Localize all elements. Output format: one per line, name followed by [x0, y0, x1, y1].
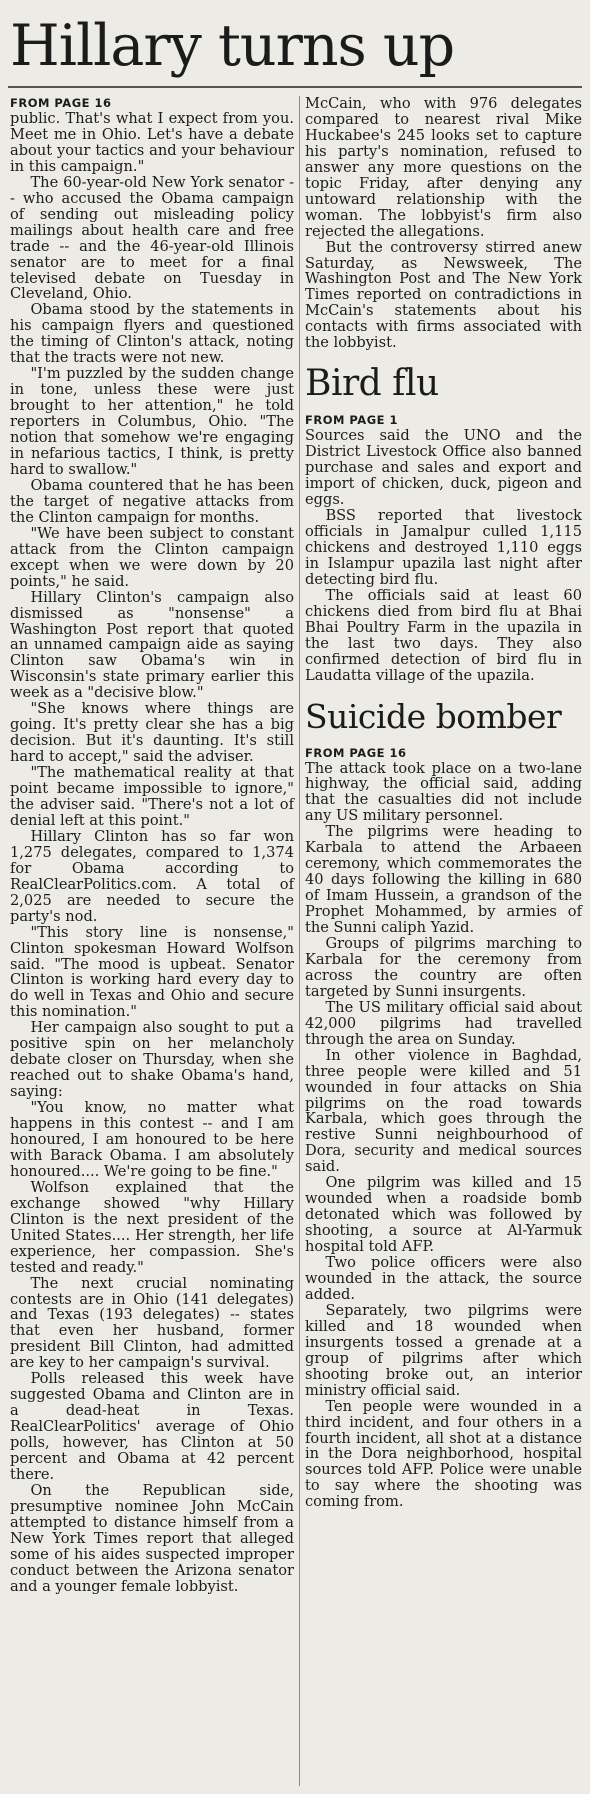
hillary-paragraph: McCain, who with 976 delegates compared to nearest rival Mike Huckabee's 245 looks set to capture his party's nomination, refused to answer any more questions on the topic Friday, after denying any untoward relationship with the woman. The lobbyist's firm also rejected the allegations.: [305, 95, 582, 240]
hillary-paragraph: Wolfson explained that the exchange showed "why Hillary Clinton is the next president of the United States.... Her strength, her life experience, her compassion. She's tested and ready.": [10, 1178, 294, 1276]
suicide-bomber-paragraph: Ten people were wounded in a third incident, and four others in a fourth incident, all shot at a distance in the Dora neighborhood, hospital sources told AFP. Police were unable to say where the shooting was coming from.: [305, 1397, 582, 1511]
suicide-bomber-paragraph: Two police officers were also wounded in the attack, the source added.: [305, 1254, 582, 1303]
column-right: [305, 96, 582, 1510]
suicide-bomber-paragraph: The US military official said about 42,000 pilgrims had travelled through the area on Sunday.: [305, 998, 582, 1048]
column-divider: [299, 96, 300, 1786]
hillary-paragraph: "This story line is nonsense," Clinton spokesman Howard Wolfson said. "The mood is upbeat. Senator Clinton is working hard every day to do well in Texas and Ohio and secure this nomination.": [10, 923, 294, 1021]
suicide-bomber-paragraph: Groups of pilgrims marching to Karbala for the ceremony from across the country are often targeted by Sunni insurgents.: [305, 934, 582, 1000]
column-left: [10, 96, 294, 1595]
hillary-paragraph: "She knows where things are going. It's pretty clear she has a big decision. But it's daunting. It's still hard to accept," said the adviser.: [10, 700, 294, 766]
headline-rule: [8, 86, 582, 88]
hillary-paragraph: Hillary Clinton has so far won 1,275 delegates, compared to 1,374 for Obama according to RealClearPolitics.com. A total of 2,025 are needed to secure the party's nod.: [10, 827, 294, 925]
hillary-paragraph: public. That's what I expect from you. Meet me in Ohio. Let's have a debate about your tactics and your behaviour in this campaign.": [10, 110, 294, 175]
hillary-paragraph: The 60-year-old New York senator -- who accused the Obama campaign of sending out misleading policy mailings about health care and free trade -- and the 46-year-old Illinois senator are to meet for a final televised debate on Tuesday in Cleveland, Ohio.: [10, 173, 294, 303]
suicide-bomber-paragraph: The attack took place on a two-lane highway, the official said, adding that the casualties did not include any US military personnel.: [305, 759, 582, 825]
bird-flu-kicker: FROM PAGE 1: [305, 413, 399, 428]
hillary-paragraph: On the Republican side, presumptive nominee John McCain attempted to distance himself from a New York Times report that alleged some of his aides suspected improper conduct between the Arizona senator and a younger female lobbyist.: [10, 1481, 294, 1595]
suicide-bomber-kicker: FROM PAGE 16: [305, 745, 407, 760]
hillary-paragraph: Polls released this week have suggested Obama and Clinton are in a dead-heat in Texas. RealClearPolitics' average of Ohio polls, however, has Clinton at 50 percent and Obama at 42 percent there.: [10, 1370, 294, 1484]
bird-flu-paragraph: BSS reported that livestock officials in Jamalpur culled 1,115 chickens and destroyed 1,110 eggs in Islampur upazila last night after detecting bird flu.: [305, 507, 582, 588]
hillary-paragraph: Hillary Clinton's campaign also dismissed as "nonsense" a Washington Post report that quoted an unnamed campaign aide as saying Clinton saw Obama's win in Wisconsin's state primary earlier this week as a "decisive blow.": [10, 588, 294, 702]
hillary-paragraph: "I'm puzzled by the sudden change in tone, unless these were just brought to her attention," he told reporters in Columbus, Ohio. "The notion that somehow we're engaging in nefarious tactics, I think, is pretty hard to swallow.": [10, 365, 294, 478]
hillary-paragraph: "The mathematical reality at that point became impossible to ignore," the adviser said. "There's not a lot of denial left at this point.": [10, 764, 294, 829]
hillary-paragraph: "We have been subject to constant attack from the Clinton campaign except when we were down by 20 points," he said.: [10, 524, 294, 590]
suicide-bomber-paragraph: In other violence in Baghdad, three people were killed and 51 wounded in four attacks on Shia pilgrims on the road towards Karbala, which goes through the restive Sunni neighbourhood of Dora, security and medical sources said.: [305, 1046, 582, 1176]
headline: Hillary turns up: [10, 13, 455, 79]
hillary-kicker: FROM PAGE 16: [10, 96, 112, 110]
suicide-bomber-title: Suicide bomber: [305, 696, 562, 736]
hillary-paragraph: But the controversy stirred anew Saturday, as Newsweek, The Washington Post and The New York Times reported on contradictions in McCain's statements about his contacts with firms associated with the lobbyist.: [305, 238, 582, 352]
bird-flu-title: Bird flu: [305, 363, 439, 405]
hillary-paragraph: Her campaign also sought to put a positive spin on her melancholy debate closer on Thursday, when she reached out to shake Obama's hand, saying:: [10, 1019, 294, 1101]
bird-flu-paragraph: The officials said at least 60 chickens died from bird flu at Bhai Bhai Poultry Farm in the upazila in the last two days. They also confirmed detection of bird flu in Laudatta village of the upazila.: [305, 586, 582, 684]
bird-flu-paragraph: Sources said the UNO and the District Livestock Office also banned purchase and sales and export and import of chicken, duck, pigeon and eggs.: [305, 427, 582, 509]
hillary-paragraph: "You know, no matter what happens in this contest -- and I am honoured, I am honoured to be here with Barack Obama. I am absolutely honoured.... We're going to be fine.": [10, 1099, 294, 1180]
suicide-bomber-paragraph: One pilgrim was killed and 15 wounded when a roadside bomb detonated which was followed by shooting, a source at Al-Yarmuk hospital told AFP.: [305, 1174, 582, 1256]
hillary-paragraph: Obama stood by the statements in his campaign flyers and questioned the timing of Clinton's attack, noting that the tracts were not new.: [10, 301, 294, 367]
suicide-bomber-paragraph: Separately, two pilgrims were killed and 18 wounded when insurgents tossed a grenade at a group of pilgrims after which shooting broke out, an interior ministry official said.: [305, 1301, 582, 1399]
hillary-paragraph: Obama countered that he has been the target of negative attacks from the Clinton campaign for months.: [10, 476, 294, 526]
hillary-paragraph: The next crucial nominating contests are in Ohio (141 delegates) and Texas (193 delegates) -- states that even her husband, former president Bill Clinton, had admitted are key to her campaign's survival.: [10, 1274, 294, 1372]
suicide-bomber-paragraph: The pilgrims were heading to Karbala to attend the Arbaeen ceremony, which commemorates the 40 days following the killing in 680 of Imam Hussein, a grandson of the Prophet Mohammed, by armies of the Sunni caliph Yazid.: [305, 823, 582, 937]
